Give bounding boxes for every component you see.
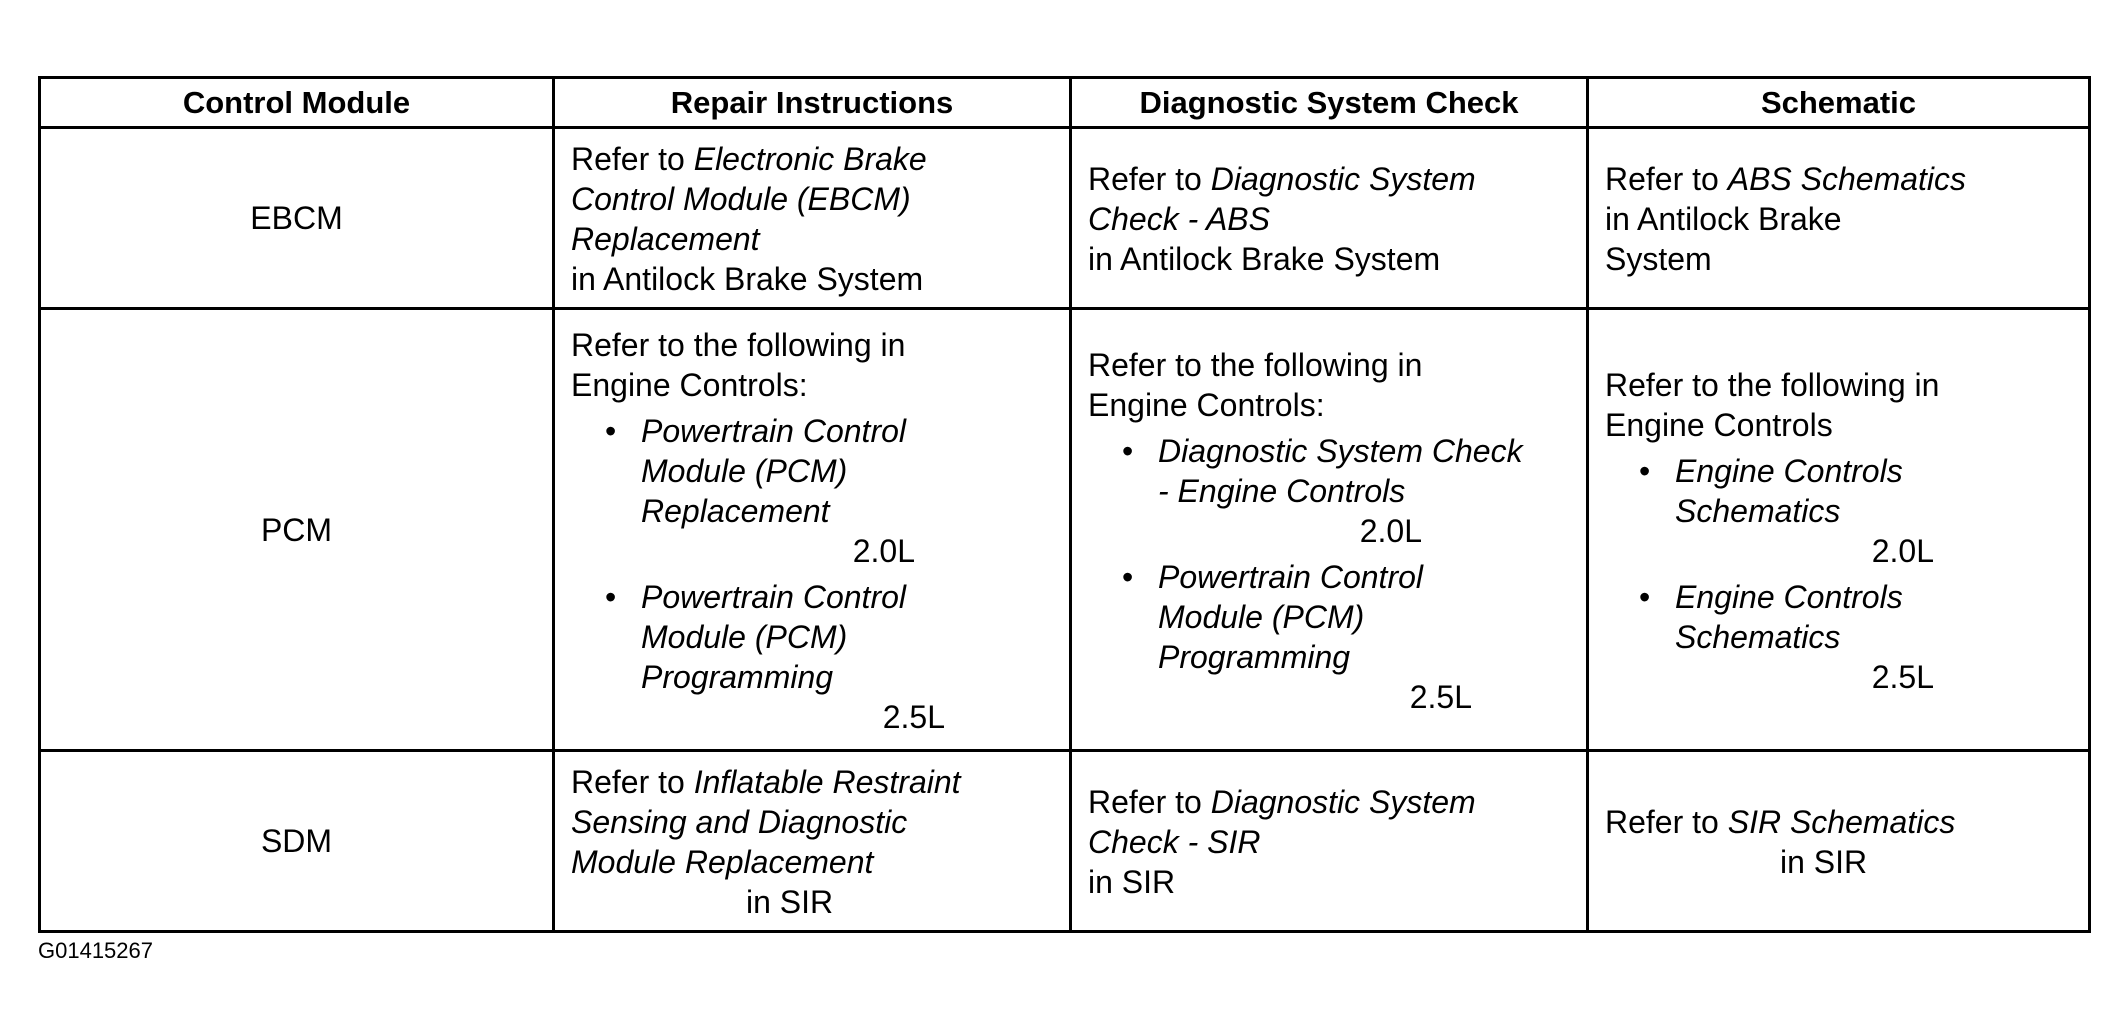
module-ebcm: EBCM [40,128,554,309]
figure-id: G01415267 [38,938,153,963]
control-module-table [38,76,2091,933]
ebcm-repair-suffix: in Antilock Brake System [571,261,924,297]
module-sdm: SDM [40,751,554,932]
pcm-repair-item-1-l3: Replacement [641,492,830,529]
pcm-repair-intro-2: Engine Controls: [571,366,808,403]
pcm-schem-intro-2: Engine Controls [1605,406,1833,443]
sdm-repair-link-3: Module Replacement [571,844,874,880]
sdm-repair-cell [554,751,1071,932]
ebcm-schem-suffix-2: System [1605,241,1712,277]
pcm-repair-item-2-l1: Powertrain Control [641,578,906,615]
pcm-diag-item-1-l2: - Engine Controls [1158,472,1406,509]
sdm-diag-cell [1071,751,1588,932]
ebcm-repair-link-2: Control Module (EBCM) [571,181,911,217]
bullet-icon: • [1122,558,1134,595]
ebcm-schem-link: ABS Schematics [1727,161,1967,197]
bullet-icon: • [1639,578,1651,615]
table-row-ebcm [40,128,2090,309]
sdm-schem-suffix: in SIR [1780,844,1868,880]
pcm-repair-item-1 [571,411,1055,571]
ebcm-diag-cell [1071,128,1588,309]
pcm-schem-item-2-l2: Schematics [1675,618,1841,655]
sdm-repair-link-2: Sensing and Diagnostic [571,804,908,840]
pcm-diag-intro-1: Refer to the following in [1088,346,1423,383]
module-pcm: PCM [40,309,554,751]
ebcm-repair-link-3: Replacement [571,221,760,257]
ebcm-diag-prefix: Refer to [1088,161,1211,197]
pcm-diag-item-1-engine: 2.0L [1359,512,1422,549]
table-row-pcm [40,309,2090,751]
pcm-repair-item-1-engine: 2.0L [852,532,915,569]
sdm-schem-cell [1588,751,2090,932]
pcm-schem-cell [1588,309,2090,751]
sdm-diag-link-1: Diagnostic System [1210,784,1476,820]
sdm-repair-link-1: Inflatable Restraint [693,764,961,800]
pcm-diag-item-2-engine: 2.5L [1409,678,1472,715]
header-repair-instructions: Repair Instructions [554,78,1071,128]
pcm-schem-item-2 [1605,577,2074,697]
pcm-diag-item-1 [1088,431,1572,551]
pcm-diag-item-2 [1088,557,1572,717]
ebcm-schem-prefix: Refer to [1605,161,1728,197]
pcm-repair-item-2 [571,577,1055,737]
header-control-module: Control Module [40,78,554,128]
ebcm-repair-prefix: Refer to [571,141,694,177]
pcm-diag-item-2-l1: Powertrain Control [1158,558,1423,595]
pcm-schem-item-1 [1605,451,2074,571]
pcm-schem-item-1-engine: 2.0L [1871,532,1934,569]
pcm-repair-item-1-l1: Powertrain Control [641,412,906,449]
bullet-icon: • [605,578,617,615]
pcm-schem-intro-1: Refer to the following in [1605,366,1940,403]
table-row-sdm [40,751,2090,932]
pcm-schem-item-1-l1: Engine Controls [1675,452,1903,489]
sdm-repair-suffix: in SIR [746,884,834,920]
pcm-schem-item-2-engine: 2.5L [1871,658,1934,695]
bullet-icon: • [605,412,617,449]
sdm-diag-suffix: in SIR [1088,864,1176,900]
ebcm-repair-link-1: Electronic Brake [693,141,927,177]
pcm-schem-item-1-l2: Schematics [1675,492,1841,529]
sdm-repair-prefix: Refer to [571,764,694,800]
pcm-schem-item-2-l1: Engine Controls [1675,578,1903,615]
pcm-repair-item-2-l2: Module (PCM) [641,618,848,655]
pcm-repair-intro-1: Refer to the following in [571,326,906,363]
ebcm-schem-cell [1588,128,2090,309]
ebcm-schem-suffix-1: in Antilock Brake [1605,201,1842,237]
pcm-diag-item-2-l2: Module (PCM) [1158,598,1365,635]
sdm-diag-prefix: Refer to [1088,784,1211,820]
header-diagnostic-system-check: Diagnostic System Check [1071,78,1588,128]
bullet-icon: • [1122,432,1134,469]
header-schematic: Schematic [1588,78,2090,128]
pcm-repair-item-1-l2: Module (PCM) [641,452,848,489]
ebcm-diag-link-2: Check - ABS [1088,201,1270,237]
sdm-schem-link: SIR Schematics [1727,804,1956,840]
pcm-diag-intro-2: Engine Controls: [1088,386,1325,423]
header-row [40,78,2090,128]
ebcm-diag-link-1: Diagnostic System [1210,161,1476,197]
pcm-repair-cell [554,309,1071,751]
pcm-repair-item-2-l3: Programming [641,658,834,695]
pcm-diag-item-2-l3: Programming [1158,638,1351,675]
ebcm-diag-suffix: in Antilock Brake System [1088,241,1441,277]
pcm-repair-item-2-engine: 2.5L [882,698,945,735]
sdm-diag-link-2: Check - SIR [1088,824,1261,860]
pcm-diag-cell [1071,309,1588,751]
bullet-icon: • [1639,452,1651,489]
sdm-schem-prefix: Refer to [1605,804,1728,840]
ebcm-repair-cell [554,128,1071,309]
pcm-diag-item-1-l1: Diagnostic System Check [1158,432,1523,469]
